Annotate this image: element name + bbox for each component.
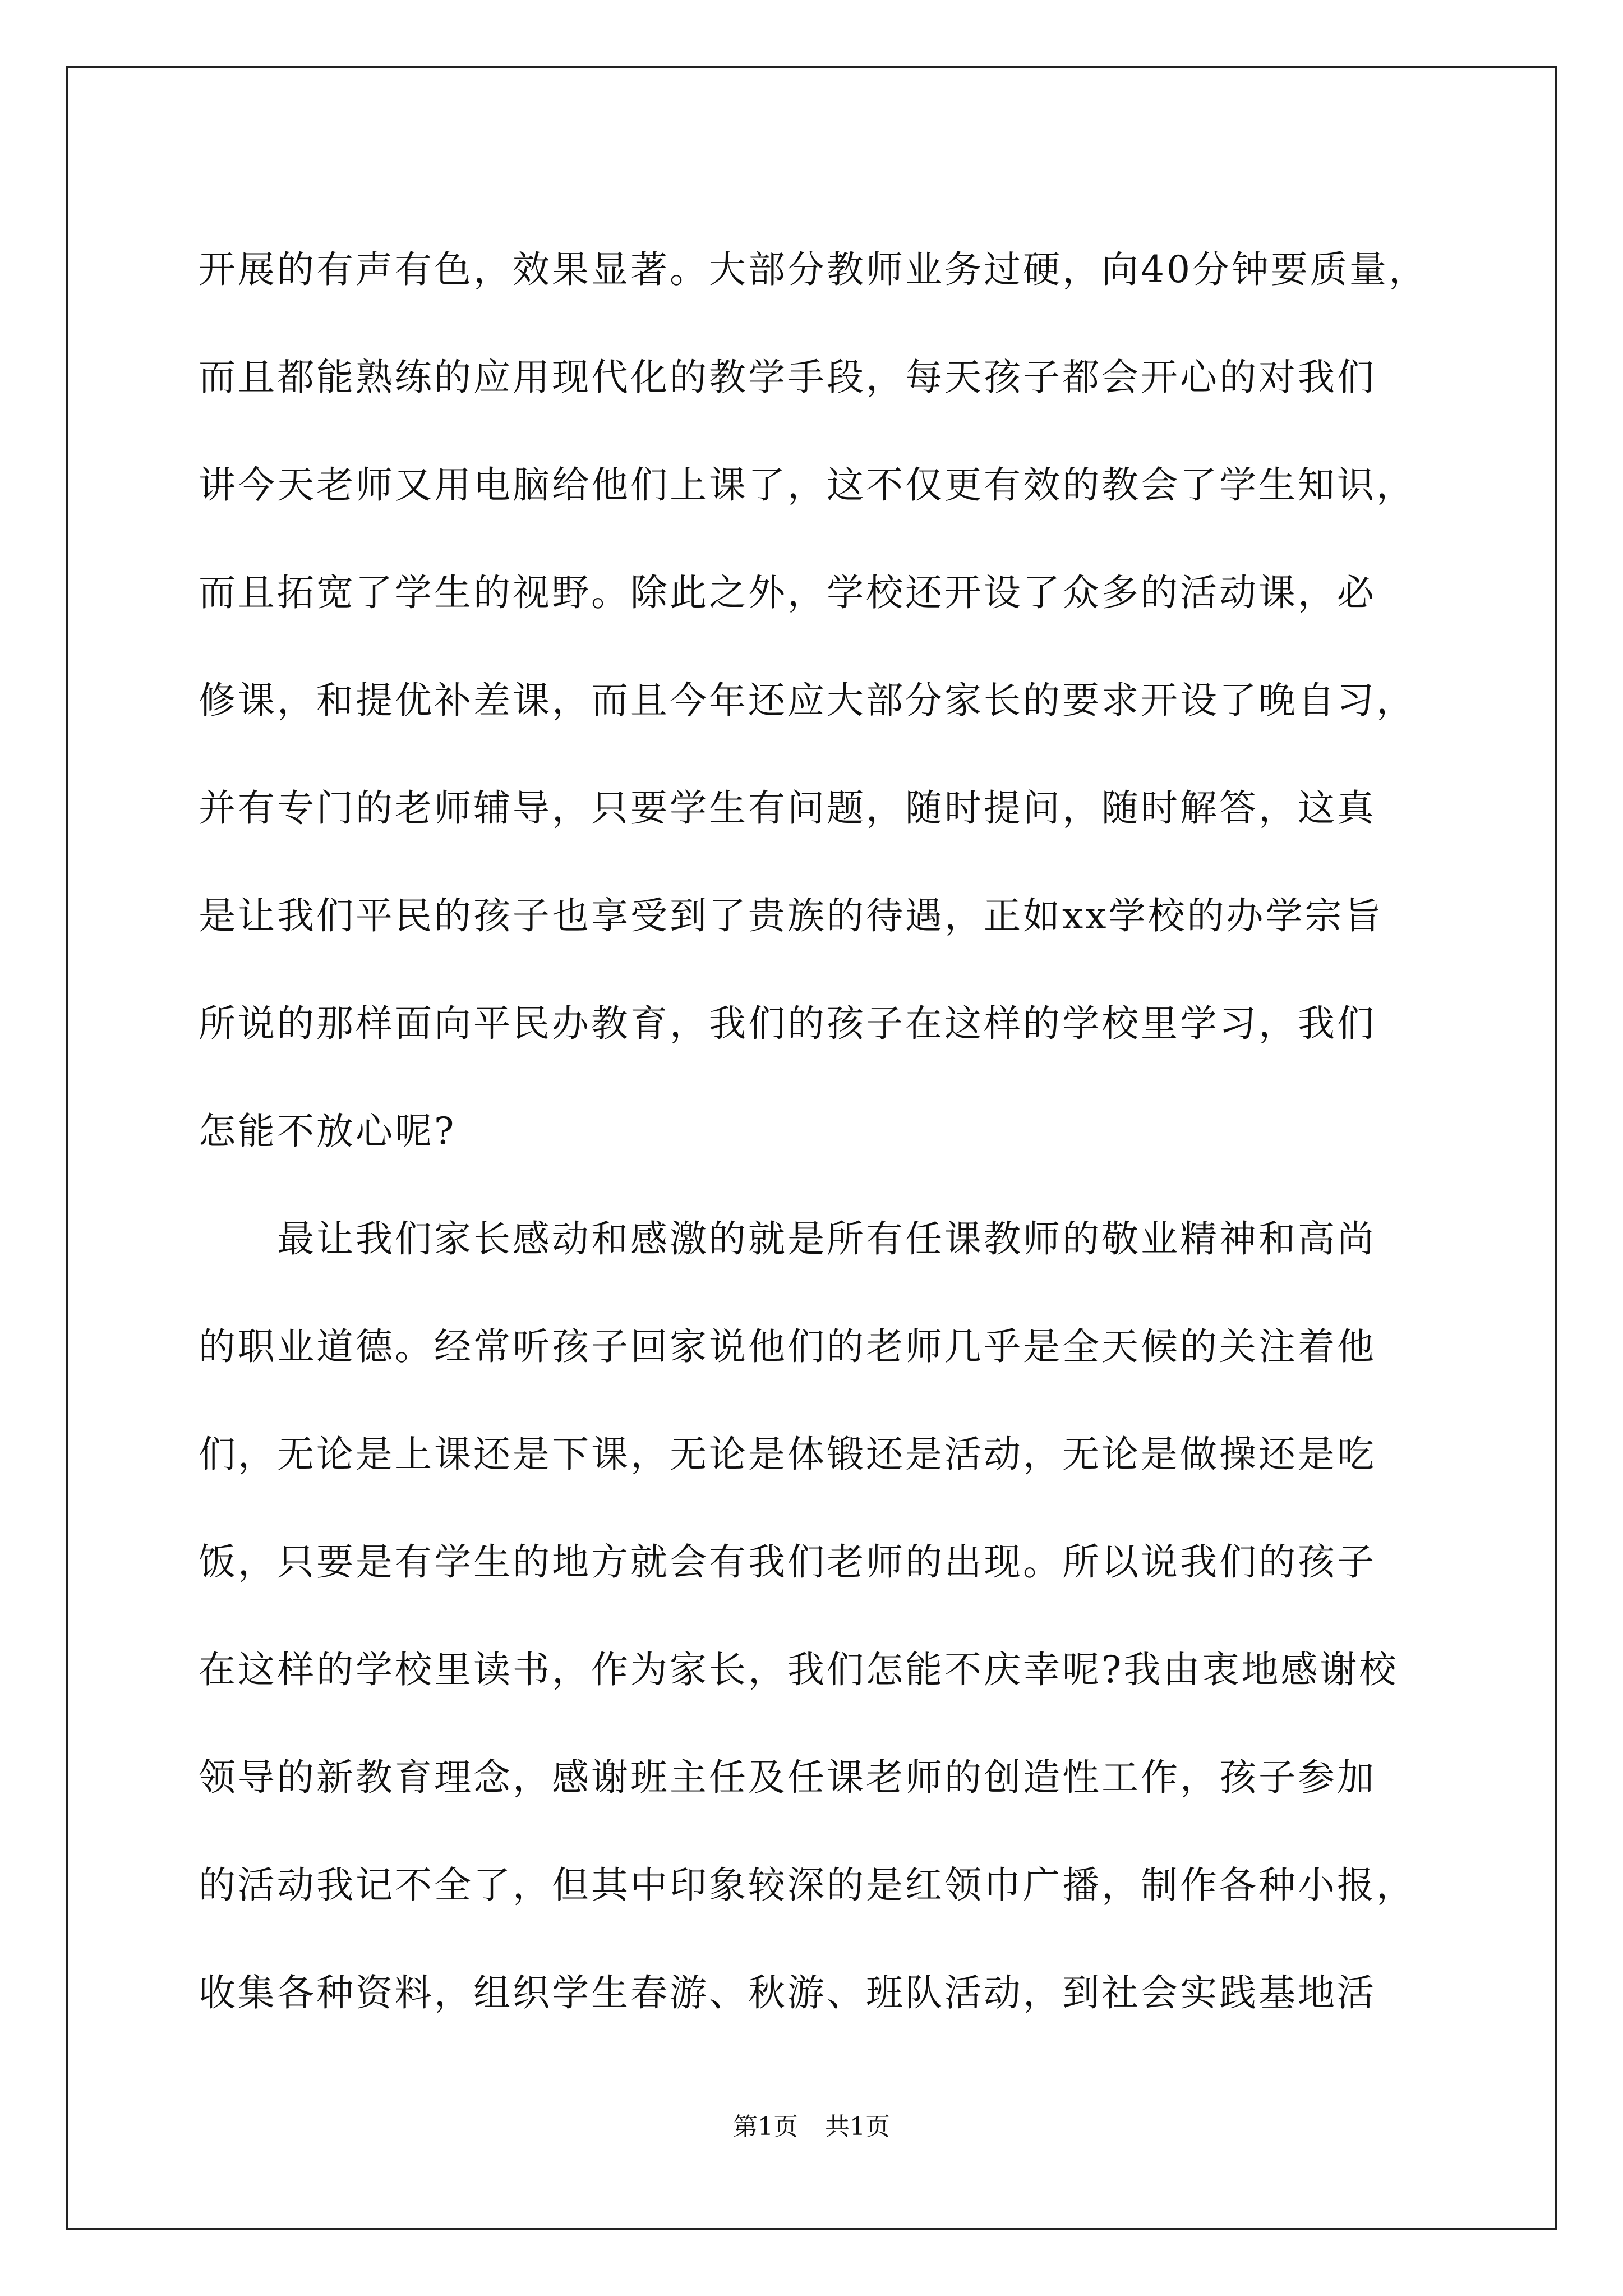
text-line-1: 开展的有声有色，效果显著。大部分教师业务过硬，向40分钟要质量， (199, 248, 1428, 291)
text-line-5: 修课，和提优补差课，而且今年还应大部分家长的要求开设了晚自习， (199, 679, 1415, 722)
text-line-7: 是让我们平民的孩子也享受到了贵族的待遇，正如xx学校的办学宗旨 (199, 894, 1384, 937)
text-line-14: 在这样的学校里读书，作为家长，我们怎能不庆幸呢?我由衷地感谢校 (199, 1648, 1399, 1691)
text-line-16: 的活动我记不全了，但其中印象较深的是红领巾广播，制作各种小报， (199, 1864, 1415, 1907)
text-line-3: 讲今天老师又用电脑给他们上课了，这不仅更有效的教会了学生知识， (199, 463, 1415, 507)
text-line-13: 饭，只要是有学生的地方就会有我们老师的出现。所以说我们的孩子 (199, 1540, 1376, 1584)
text-line-4: 而且拓宽了学生的视野。除此之外，学校还开设了众多的活动课，必 (199, 571, 1376, 614)
text-line-9: 怎能不放心呢? (199, 1110, 457, 1153)
document-body (199, 216, 1444, 2047)
text-line-8: 所说的那样面向平民办教育，我们的孩子在这样的学校里学习，我们 (199, 1002, 1376, 1045)
page-footer (0, 2106, 1623, 2142)
text-line-12: 们，无论是上课还是下课，无论是体锻还是活动，无论是做操还是吃 (199, 1433, 1376, 1476)
page-number-current: 第1页 (733, 2113, 798, 2141)
text-line-2: 而且都能熟练的应用现代化的教学手段，每天孩子都会开心的对我们 (199, 356, 1376, 399)
paragraph-start-line: 最让我们家长感动和感激的就是所有任课教师的敬业精神和高尚 (277, 1217, 1376, 1260)
text-line-11: 的职业道德。经常听孩子回家说他们的老师几乎是全天候的关注着他 (199, 1325, 1376, 1368)
text-line-15: 领导的新教育理念，感谢班主任及任课老师的创造性工作，孩子参加 (199, 1756, 1376, 1799)
text-line-17: 收集各种资料，组织学生春游、秋游、班队活动，到社会实践基地活 (199, 1971, 1376, 2014)
page-number-total: 共1页 (825, 2113, 890, 2141)
text-line-6: 并有专门的老师辅导，只要学生有问题，随时提问，随时解答，这真 (199, 786, 1376, 830)
